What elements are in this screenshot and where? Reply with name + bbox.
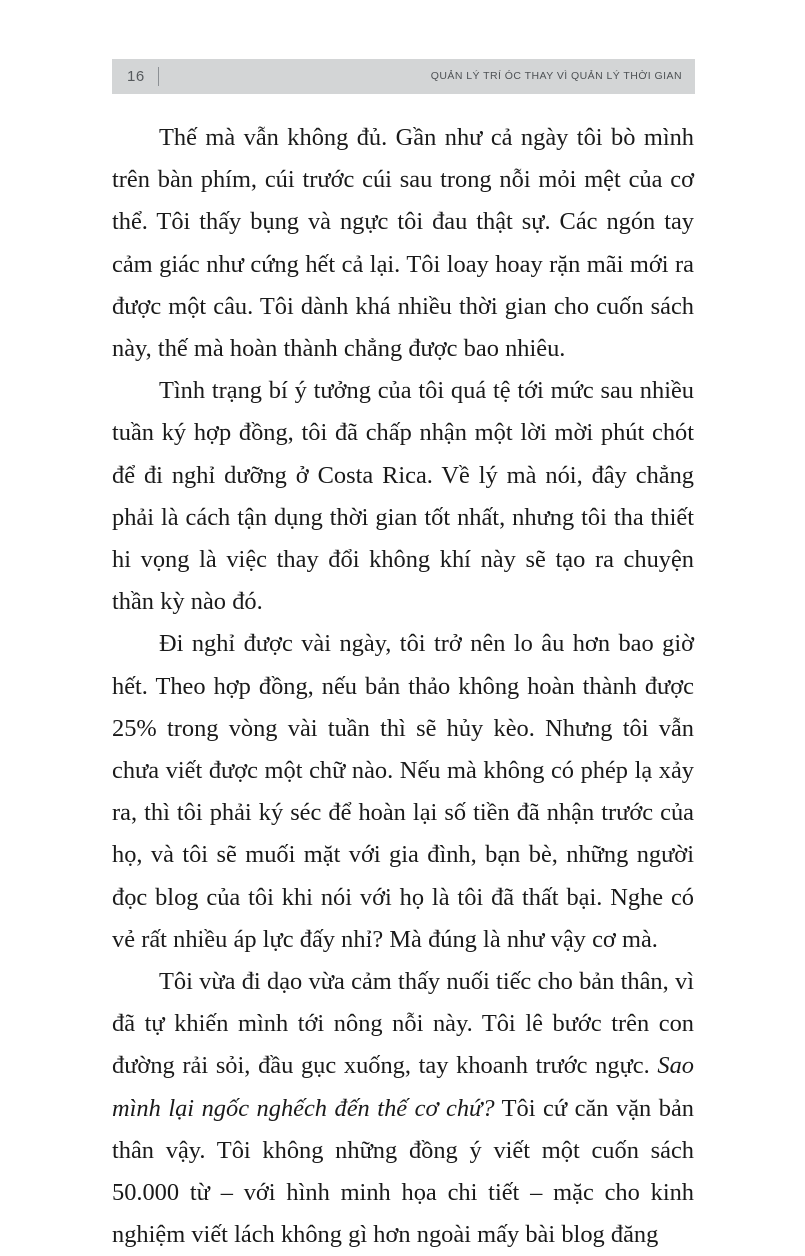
paragraph-1: Thế mà vẫn không đủ. Gần như cả ngày tôi bò mình trên bàn phím, cúi trước cúi sau trong nỗi mỏi mệt của cơ thể. Tôi thấy bụng và ngực tôi đau thật sự. Các ngón tay cảm giác như cứng hết cả lại. Tôi loay hoay rặn mãi mới ra được một câu. Tôi dành khá nhiều thời gian cho cuốn sách này, thế mà hoàn thành chẳng được bao nhiêu.: [112, 124, 694, 363]
paragraph-2: Tình trạng bí ý tưởng của tôi quá tệ tới mức sau nhiều tuần ký hợp đồng, tôi đã chấp nhận một lời mời phút chót để đi nghỉ dưỡng ở Costa Rica. Về lý mà nói, đây chẳng phải là cách tận dụng thời gian tốt nhất, nhưng tôi tha thiết hi vọng là việc thay đổi không khí này sẽ tạo ra chuyện thần kỳ nào đó.: [112, 377, 694, 616]
paragraph-4: [112, 961, 694, 1256]
page-number: 16: [127, 68, 145, 85]
paragraph-4-tail: Tôi cứ căn vặn bản thân vậy. Tôi không những đồng ý viết một cuốn sách 50.000 từ – với hình minh họa chi tiết – mặc cho kinh nghiệm viết lách không gì hơn ngoài mấy bài blog đăng: [112, 1094, 694, 1249]
body-text-column: [112, 117, 694, 1256]
running-head-title: QUẢN LÝ TRÍ ÓC THAY VÌ QUẢN LÝ THỜI GIAN: [430, 70, 682, 83]
paragraph-4-inner-thought: Sao mình lại ngốc nghếch đến thế cơ chứ?: [112, 1052, 694, 1122]
paragraph-3: Đi nghỉ được vài ngày, tôi trở nên lo âu hơn bao giờ hết. Theo hợp đồng, nếu bản thảo không hoàn thành được 25% trong vòng vài tuần thì sẽ hủy kèo. Nhưng tôi vẫn chưa viết được một chữ nào. Nếu mà không có phép lạ xảy ra, thì tôi phải ký séc để hoàn lại số tiền đã nhận trước của họ, và tôi sẽ muối mặt với gia đình, bạn bè, những người đọc blog của tôi khi nói với họ là tôi đã thất bại. Nghe có vẻ rất nhiều áp lực đấy nhỉ? Mà đúng là như vậy cơ mà.: [112, 630, 694, 953]
running-head-band: [112, 59, 695, 94]
folio-divider: [158, 67, 159, 86]
paragraph-4-lead: Tôi vừa đi dạo vừa cảm thấy nuối tiếc cho bản thân, vì đã tự khiến mình tới nông nỗi này. Tôi lê bước trên con đường rải sỏi, đầu gục xuống, tay khoanh trước ngực.: [112, 968, 694, 1080]
